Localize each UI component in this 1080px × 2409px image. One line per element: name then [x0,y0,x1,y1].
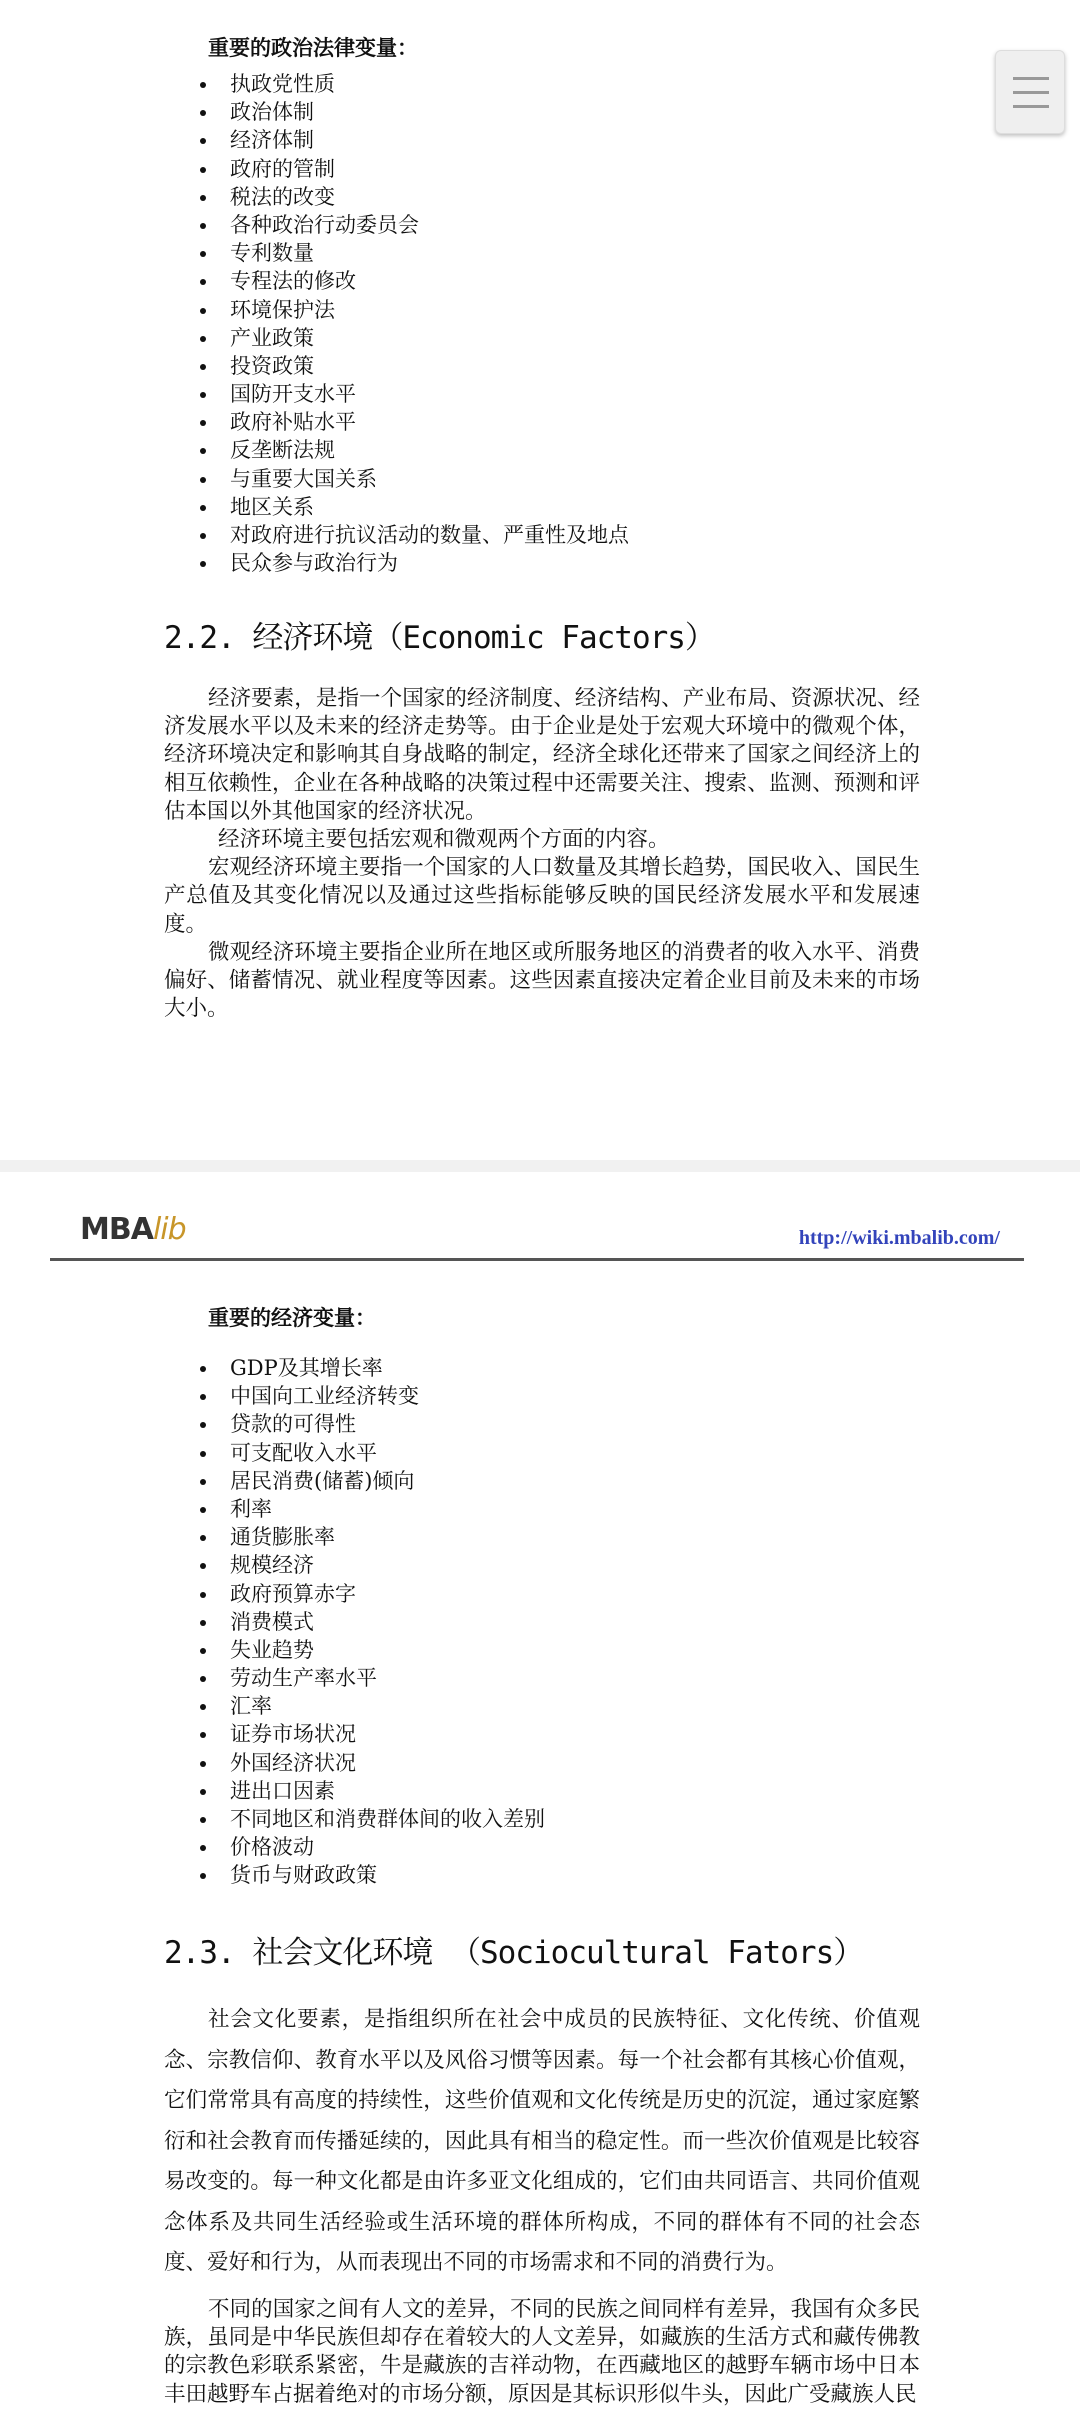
list-item: 失业趋势 [200,1636,545,1664]
list-item: 货币与财政政策 [200,1861,545,1889]
sociocultural-paragraph [164,2000,920,2284]
list-item: 专程法的修改 [200,267,629,295]
page-separator [0,1160,1080,1172]
list-item: 税法的改变 [200,183,629,211]
list-item: 外国经济状况 [200,1749,545,1777]
list-item: 不同地区和消费群体间的收入差别 [200,1805,545,1833]
section-title-economic: 2.2. 经济环境（Economic Factors） [164,620,715,656]
list-item: 政治体制 [200,98,629,126]
list-item: 通货膨胀率 [200,1523,545,1551]
list-item: 反垄断法规 [200,436,629,464]
paragraph: 宏观经济环境主要指一个国家的人口数量及其增长趋势，国民收入、国民生产总值及其变化情况以及通过这些指标能够反映的国民经济发展水平和发展速度。 [164,855,920,937]
list-item: 政府补贴水平 [200,408,629,436]
list-item: 产业政策 [200,324,629,352]
hamburger-icon [1013,91,1049,94]
political-variables-list [200,70,629,577]
mbalib-logo: MBAlib [80,1212,186,1247]
list-item: 各种政治行动委员会 [200,211,629,239]
list-item: 民众参与政治行为 [200,549,629,577]
paragraph: 社会文化要素，是指组织所在社会中成员的民族特征、文化传统、价值观念、宗教信仰、教育水平以及风俗习惯等因素。每一个社会都有其核心价值观，它们常常具有高度的持续性，这些价值观和文化传统是历史的沉淀，通过家庭繁衍和社会教育而传播延续的，因此具有相当的稳定性。而一些次价值观是比较容易改变的。每一种文化都是由许多亚文化组成的，它们由共同语言、共同价值观念体系及共同生活经验或生活环境的群体所构成，不同的群体有不同的社会态度、爱好和行为，从而表现出不同的市场需求和不同的消费行为。 [164,2007,920,2275]
section-title-sociocultural: 2.3. 社会文化环境 （Sociocultural Fators） [164,1935,864,1971]
menu-button[interactable] [995,50,1065,134]
paragraph: 微观经济环境主要指企业所在地区或所服务地区的消费者的收入水平、消费偏好、储蓄情况、就业程度等因素。这些因素直接决定着企业目前及未来的市场大小。 [164,939,920,1022]
list-item: 地区关系 [200,493,629,521]
list-item: 执政党性质 [200,70,629,98]
list-item: GDP及其增长率 [200,1354,545,1382]
list-item: 政府的管制 [200,155,629,183]
list-item: 环境保护法 [200,296,629,324]
political-variables-heading: 重要的政治法律变量： [208,35,418,60]
list-item: 中国向工业经济转变 [200,1382,545,1410]
paragraph: 经济要素，是指一个国家的经济制度、经济结构、产业布局、资源状况、经济发展水平以及未来的经济走势等。由于企业是处于宏观大环境中的微观个体，经济环境决定和影响其自身战略的制定，经济全球化还带来了国家之间经济上的相互依赖性，企业在各种战略的决策过程中还需要关注、搜索、监测、预测和评估本国以外其他国家的经济状况。 [164,686,920,824]
header-divider [50,1258,1024,1261]
list-item: 对政府进行抗议活动的数量、严重性及地点 [200,521,629,549]
paragraph: 不同的国家之间有人文的差异，不同的民族之间同样有差异，我国有众多民族，虽同是中华民族但却存在着较大的人文差异，如藏族的生活方式和藏传佛教的宗教色彩联系紧密，牛是藏族的吉祥动物，在西藏地区的越野车辆市场中日本丰田越野车占据着绝对的市场分额，原因是其标识形似牛头，因此广受藏族人民 [164,2297,920,2407]
list-item: 居民消费(储蓄)倾向 [200,1467,545,1495]
economic-paragraphs [164,685,920,1023]
list-item: 证券市场状况 [200,1720,545,1748]
list-item: 政府预算赤字 [200,1580,545,1608]
list-item: 消费模式 [200,1608,545,1636]
list-item: 贷款的可得性 [200,1410,545,1438]
list-item: 利率 [200,1495,545,1523]
list-item: 国防开支水平 [200,380,629,408]
list-item: 专利数量 [200,239,629,267]
list-item: 投资政策 [200,352,629,380]
list-item: 汇率 [200,1692,545,1720]
economic-variables-list [200,1354,545,1890]
list-item: 可支配收入水平 [200,1439,545,1467]
list-item: 与重要大国关系 [200,465,629,493]
sociocultural-paragraph-2 [164,2296,920,2409]
hamburger-icon [1013,105,1049,108]
list-item: 经济体制 [200,126,629,154]
economic-variables-heading: 重要的经济变量： [208,1305,376,1330]
paragraph: 经济环境主要包括宏观和微观两个方面的内容。 [218,827,670,853]
list-item: 规模经济 [200,1551,545,1579]
list-item: 价格波动 [200,1833,545,1861]
list-item: 进出口因素 [200,1777,545,1805]
header-url-link[interactable]: http://wiki.mbalib.com/ [798,1227,1000,1249]
list-item: 劳动生产率水平 [200,1664,545,1692]
hamburger-icon [1013,77,1049,80]
